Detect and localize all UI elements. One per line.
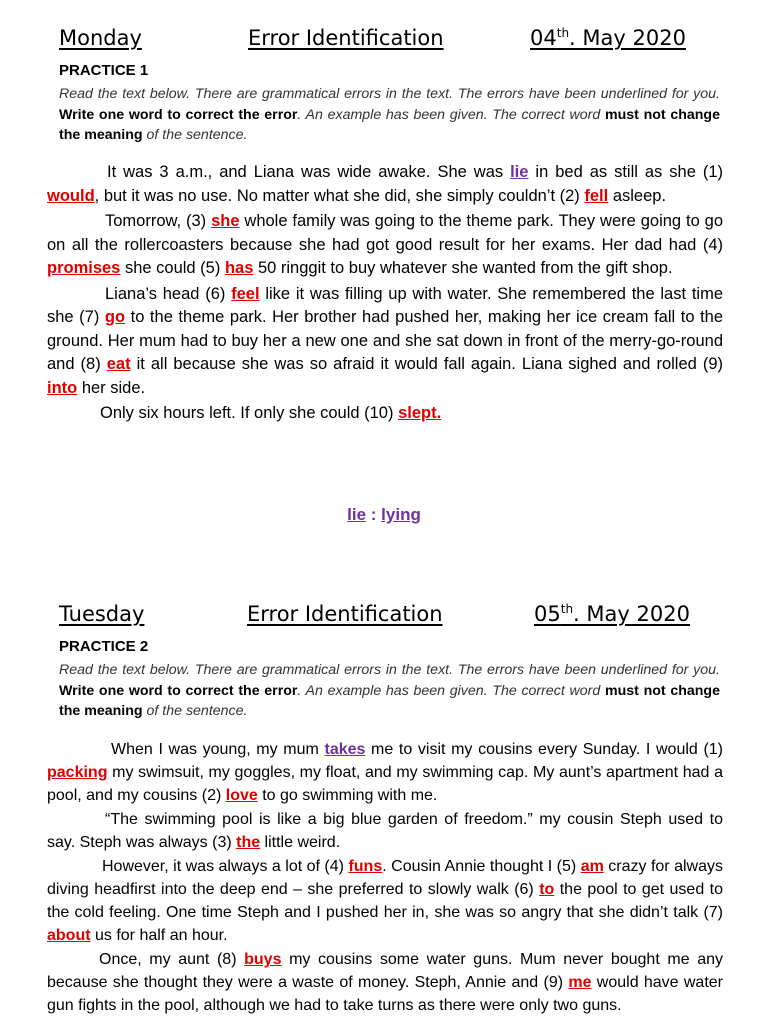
text: she could (5) [120,259,225,277]
text: would have water gun fights in the pool, although we had to take turns as there were only two guns. [47,974,724,1014]
text: “The swimming pool is like a big blue garden of freedom.” my cousin Steph used to say. Steph was always (3) [47,811,723,851]
text: It was 3 a.m., and Liana was wide awake. She was [107,163,511,181]
error-word: would [47,186,95,205]
text: . Cousin Annie thought I (5) [382,858,581,875]
error-word: the [236,834,261,851]
instr-text: of the sentence. [142,703,248,719]
text: me to visit my cousins every Sunday. I would (1) [365,741,723,758]
error-word: feel [231,284,260,303]
text: Only six hours left. If only she could (10) [100,404,399,422]
example-word: takes [324,741,366,758]
answer-right: lying [381,505,421,524]
instr-text: of the sentence. [142,127,248,143]
instr-bold: Write one word to correct the error [59,106,298,123]
text: whole family was going to the theme park. They were going to go on all the rollercoasters because she had got good result for her exams. Her dad had (4) [47,212,723,254]
section1-title: Error Identification [248,26,444,50]
section1-instructions [59,84,720,146]
text: like it was filling up with water. She remembered the last time she (7) [47,284,723,326]
section1-day: Monday [59,26,142,50]
answer-separator: : [366,505,382,524]
instr-bold: Write one word to correct the error [59,682,298,699]
section1-date-rest: . May 2020 [569,26,686,50]
error-word: she [211,212,240,230]
error-word: am [580,858,604,875]
text: my swimsuit, my goggles, my float, and my swimming cap. My aunt’s apartment had a pool, and my cousins (2) [47,764,723,804]
section1-date [530,26,686,50]
section2-date-sup: th [560,602,574,616]
text: Liana’s head (6) [105,284,232,303]
paragraph [47,738,723,807]
section1-practice-label: PRACTICE 1 [59,62,149,79]
text: the pool to get used to the cold feeling. One time Steph and I pushed her in, she was so angry that she didn’t talk (7) [47,881,723,921]
text: Once, my aunt (8) [99,951,245,968]
text: 50 ringgit to buy whatever she wanted from the gift shop. [253,259,673,277]
section1-example-answer [0,505,768,525]
text: When I was young, my mum [111,741,325,758]
section2-date-num: 05 [534,602,561,626]
section1-date-sup: th [556,26,570,40]
section2-date [534,602,690,626]
paragraph [47,161,723,208]
section2-title: Error Identification [247,602,443,626]
text: little weird. [260,834,341,851]
error-word: buys [244,951,282,968]
example-word: lie [510,163,529,181]
error-word: promises [47,259,121,277]
error-word: go [104,308,126,326]
paragraph [47,283,723,401]
error-word: me [568,974,592,991]
section2-header [0,602,768,636]
error-word: fell [584,186,609,205]
text: Tomorrow, (3) [105,212,212,230]
text: my cousins some water guns. Mum never bought me any because she thought they were a waste of money. Steph, Annie and (9) [47,951,723,991]
error-word: packing [47,764,108,781]
error-word: love [225,787,258,804]
text: to the theme park. Her brother had pushed her, making her ice cream fall to the ground. Her mum had to buy her a new one and she sat down in front of the merry-go-round and (8) [47,308,724,373]
section2-day: Tuesday [59,602,145,626]
paragraph [47,948,723,1017]
section2-practice-label: PRACTICE 2 [59,638,149,655]
text: , but it was no use. No matter what she did, she simply couldn’t (2) [94,186,585,205]
paragraph [47,210,723,281]
paragraph [47,855,723,947]
text: it all because she was so afraid it would fall again. Liana sighed and rolled (9) [130,355,723,373]
instr-text: Read the text below. There are grammatical errors in the text. The errors have been underlined for you. [59,662,720,678]
text: us for half an hour. [90,927,228,944]
answer-wrong: lie [347,505,367,524]
instr-text: . An example has been given. The correct word [297,682,605,699]
text: to go swimming with me. [257,787,438,804]
error-word: funs [348,858,383,875]
section1-header [0,26,768,60]
section1-passage [47,161,723,426]
section1-date-num: 04 [530,26,557,50]
instr-bold: must not change the meaning [59,682,720,719]
text: her side. [77,378,146,397]
paragraph [47,402,723,426]
text: in bed as still as she (1) [528,163,723,181]
error-word: slept. [398,404,442,422]
instr-text: Read the text below. There are grammatical errors in the text. The errors have been underlined for you. [59,86,720,102]
error-word: has [224,259,254,277]
text: asleep. [608,186,667,205]
section2-date-rest: . May 2020 [573,602,690,626]
text: However, it was always a lot of (4) [102,858,349,875]
paragraph [47,808,723,854]
text: crazy for always diving headfirst into the deep end – she preferred to slowly walk (6) [47,858,724,898]
error-word: into [47,378,78,397]
error-word: to [539,881,555,898]
error-word: eat [106,355,131,373]
section2-instructions [59,660,720,722]
instr-bold: must not change the meaning [59,106,720,143]
section2-passage [47,738,723,1017]
instr-text: . An example has been given. The correct word [297,106,605,123]
error-word: about [47,927,91,944]
